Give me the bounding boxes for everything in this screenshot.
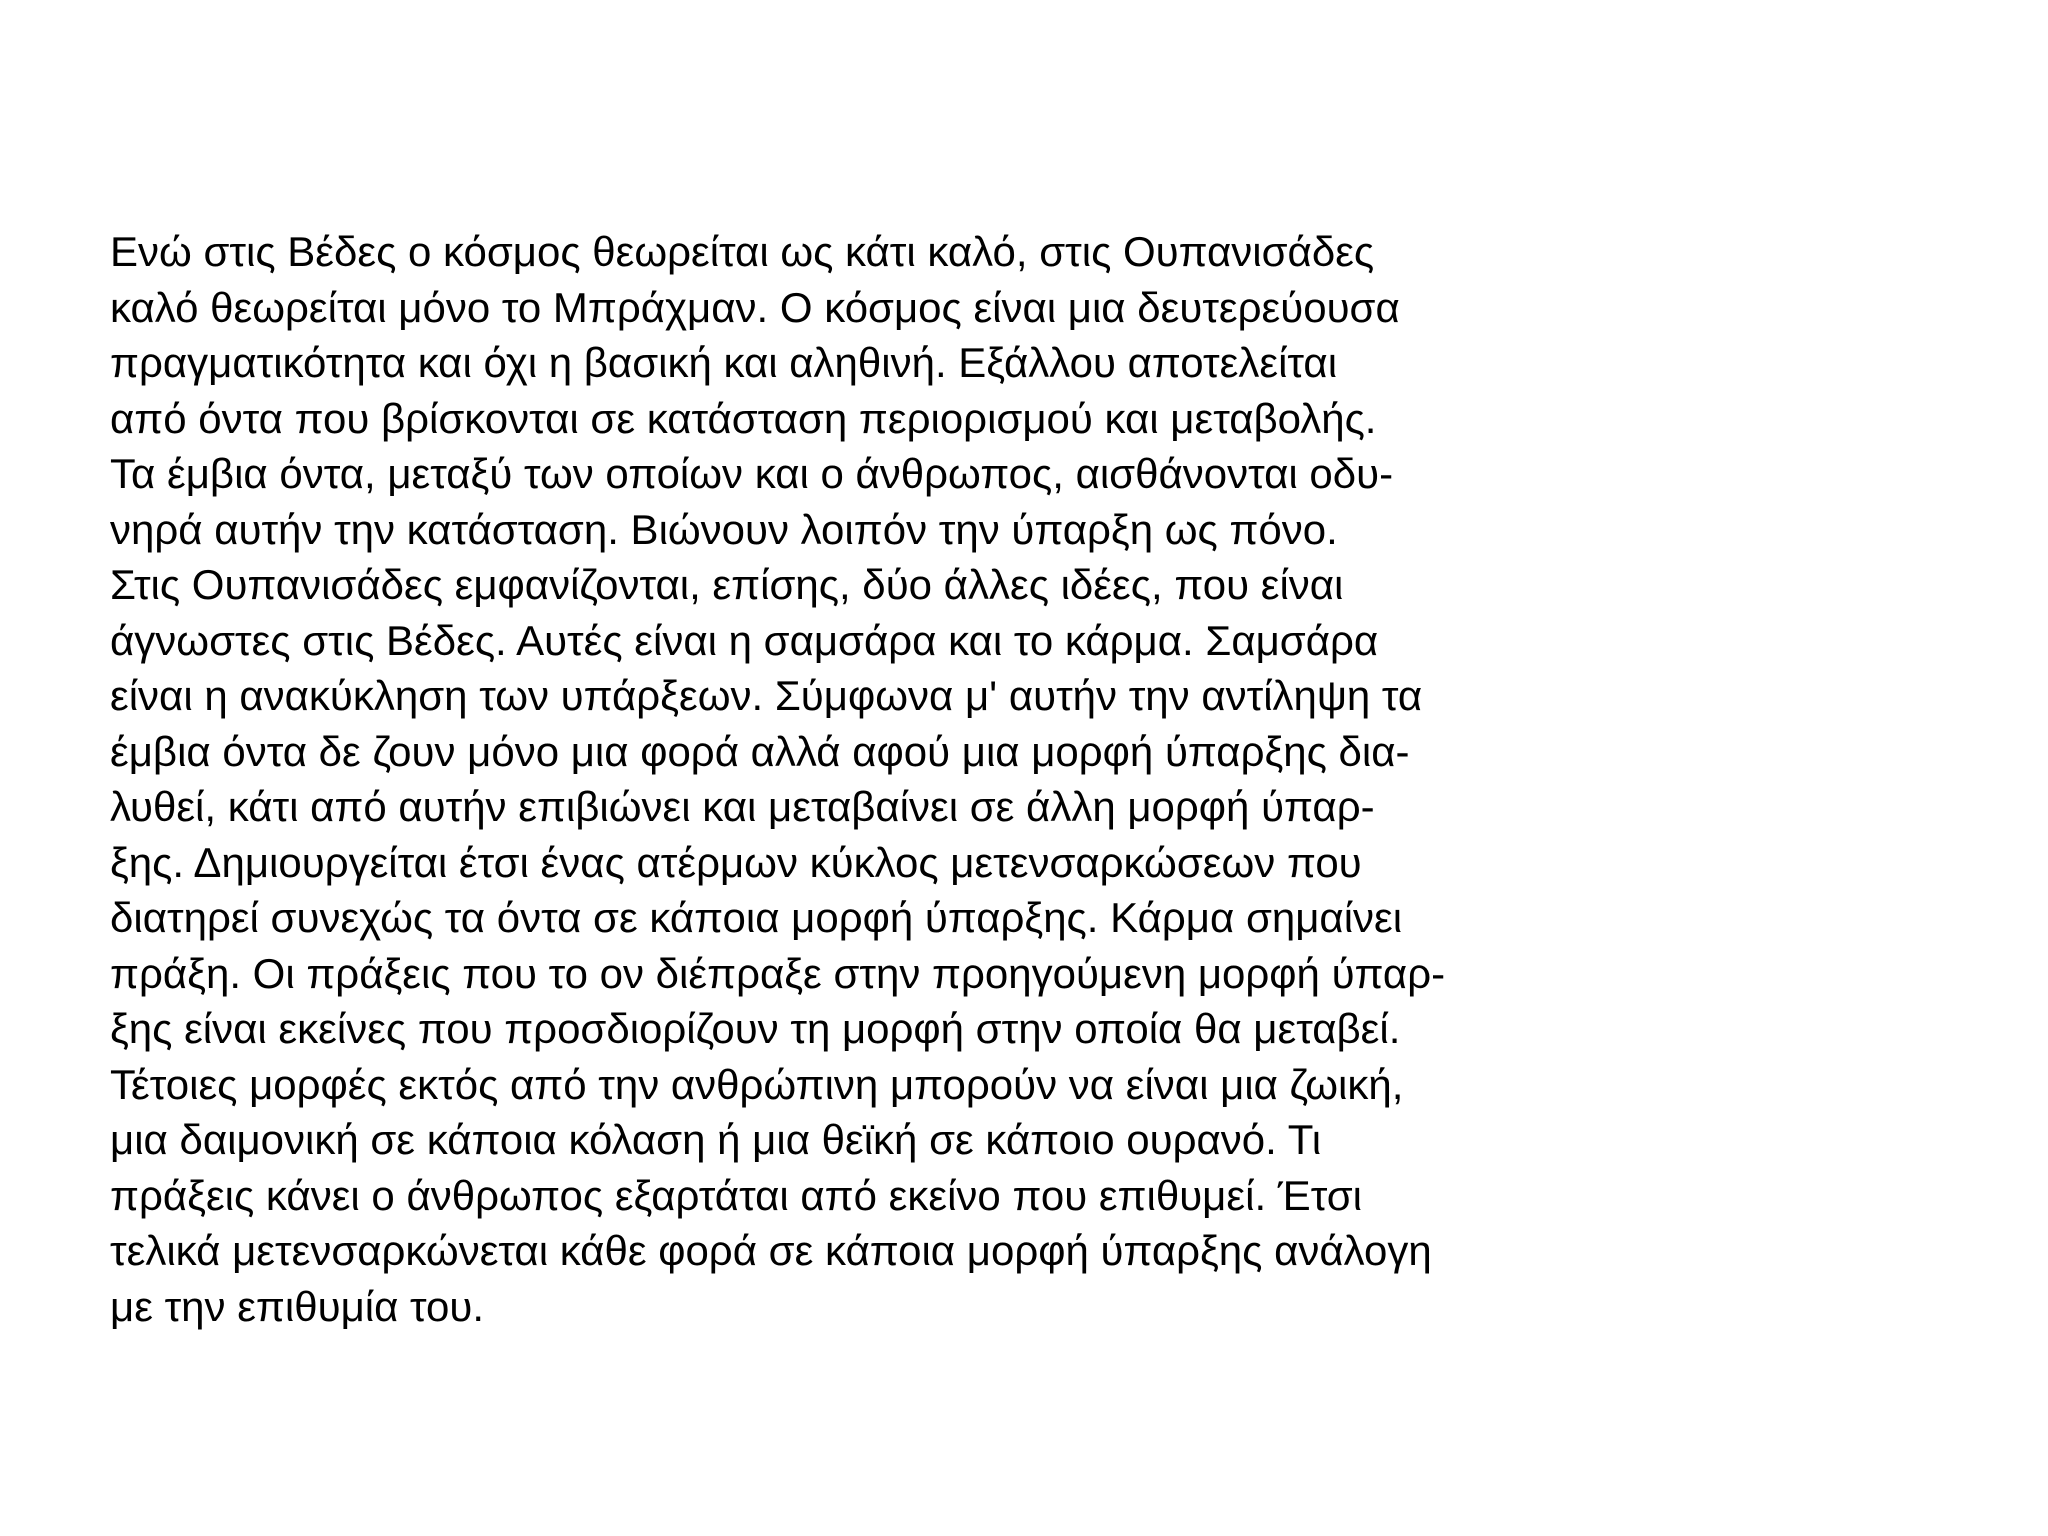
text-line: πραγματικότητα και όχι η βασική και αληθινή. Εξάλλου αποτελείται xyxy=(110,339,1338,386)
text-line: ξης είναι εκείνες που προσδιορίζουν τη μορφή στην οποία θα μεταβεί. xyxy=(110,1005,1401,1052)
text-line: άγνωστες στις Βέδες. Αυτές είναι η σαμσάρα και το κάρμα. Σαμσάρα xyxy=(110,616,1379,664)
text-line: λυθεί, κάτι από αυτήν επιβιώνει και μεταβαίνει σε άλλη μορφή ύπαρ- xyxy=(110,783,1375,830)
text-line: μια δαιμονική σε κάποια κόλαση ή μια θεϊκή σε κάποιο ουρανό. Τι xyxy=(110,1116,1322,1163)
document-body xyxy=(110,224,1630,1334)
text-line: καλό θεωρείται μόνο το Μπράχμαν. Ο κόσμος είναι μια δευτερεύουσα xyxy=(110,283,1400,331)
text-line: Στις Ουπανισάδες εμφανίζονται, επίσης, δύο άλλες ιδέες, που είναι xyxy=(110,561,1344,608)
text-line: είναι η ανακύκληση των υπάρξεων. Σύμφωνα μ' αυτήν την αντίληψη τα xyxy=(110,672,1423,719)
text-line: Τέτοιες μορφές εκτός από την ανθρώπινη μπορούν να είναι μια ζωική, xyxy=(110,1060,1404,1108)
text-line: διατηρεί συνεχώς τα όντα σε κάποια μορφή ύπαρξης. Κάρμα σημαίνει xyxy=(110,894,1403,941)
text-line: έμβια όντα δε ζουν μόνο μια φορά αλλά αφού μια μορφή ύπαρξης δια- xyxy=(110,727,1410,775)
text-line: πράξη. Οι πράξεις που το ον διέπραξε στην προηγούμενη μορφή ύπαρ- xyxy=(110,949,1446,997)
text-line: τελικά μετενσαρκώνεται κάθε φορά σε κάποια μορφή ύπαρξης ανάλογη xyxy=(110,1227,1432,1274)
text-line: ξης. Δημιουργείται έτσι ένας ατέρμων κύκλος μετενσαρκώσεων που xyxy=(110,838,1362,886)
text-line: Ενώ στις Βέδες ο κόσμος θεωρείται ως κάτι καλό, στις Ουπανισάδες xyxy=(110,228,1375,275)
text-line: νηρά αυτήν την κατάσταση. Βιώνουν λοιπόν την ύπαρξη ως πόνο. xyxy=(110,505,1338,553)
text-line: με την επιθυμία του. xyxy=(110,1282,485,1330)
text-line: Τα έμβια όντα, μεταξύ των οποίων και ο άνθρωπος, αισθάνονται οδυ- xyxy=(110,450,1394,497)
text-line: πράξεις κάνει ο άνθρωπος εξαρτάται από εκείνο που επιθυμεί. Έτσι xyxy=(110,1171,1362,1219)
text-line: από όντα που βρίσκονται σε κατάσταση περιορισμού και μεταβολής. xyxy=(110,394,1377,442)
